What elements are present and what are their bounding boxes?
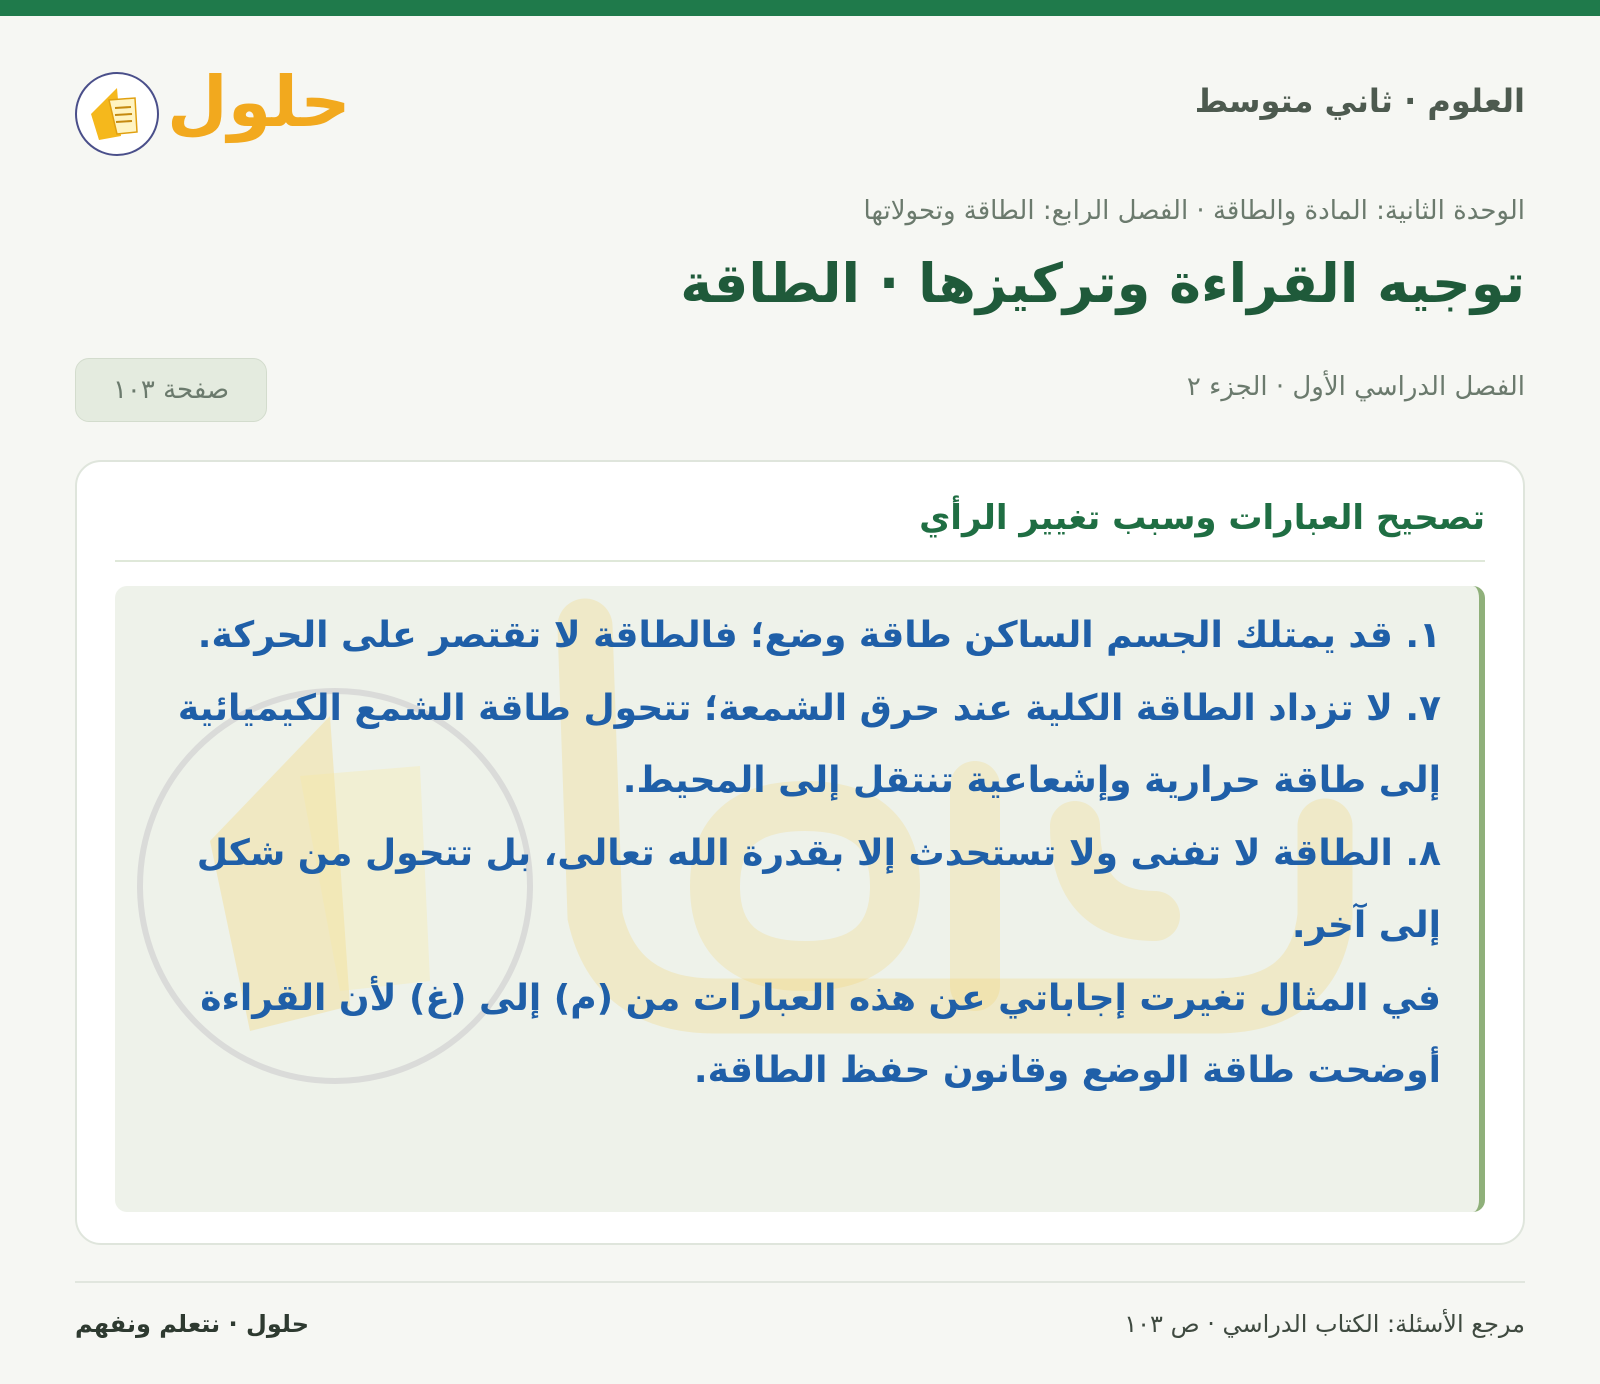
answer-box <box>115 586 1485 1212</box>
page-header <box>75 52 1525 162</box>
card-title: تصحيح العبارات وسبب تغيير الرأي <box>919 498 1485 538</box>
footer-reference: مرجع الأسئلة: الكتاب الدراسي · ص ١٠٣ <box>1124 1310 1525 1338</box>
answer-explanation: في المثال تغيرت إجاباتي عن هذه العبارات من (م) إلى (غ) لأن القراءة أوضحت طاقة الوضع وقانون حفظ الطاقة. <box>200 977 1441 1091</box>
subject-label: العلوم · ثاني متوسط <box>1194 82 1525 120</box>
answer-text <box>115 586 1479 1108</box>
answer-card <box>75 460 1525 1245</box>
breadcrumb: الوحدة الثانية: المادة والطاقة · الفصل الرابع: الطاقة وتحولاتها <box>863 196 1525 226</box>
top-accent-bar <box>0 0 1600 16</box>
logo-book-icon <box>75 72 159 156</box>
logo-wordmark: حلول <box>167 61 351 143</box>
page-title: توجيه القراءة وتركيزها · الطاقة <box>680 252 1525 315</box>
answer-item-7: ٧. لا تزداد الطاقة الكلية عند حرق الشمعة؛ تتحول طاقة الشمع الكيميائية إلى طاقة حرارية وإشعاعية تنتقل إلى المحيط. <box>177 687 1441 801</box>
site-logo[interactable] <box>75 52 351 162</box>
footer-divider <box>75 1281 1525 1283</box>
page-number-badge: صفحة ١٠٣ <box>75 358 267 422</box>
footer-brand: حلول · نتعلم ونفهم <box>75 1310 309 1338</box>
answer-item-1: ١. قد يمتلك الجسم الساكن طاقة وضع؛ فالطاقة لا تقتصر على الحركة. <box>197 615 1441 656</box>
answer-item-8: ٨. الطاقة لا تفنى ولا تستحدث إلا بقدرة الله تعالى، بل تتحول من شكل إلى آخر. <box>196 832 1441 946</box>
term-label: الفصل الدراسي الأول · الجزء ٢ <box>1186 372 1525 402</box>
card-divider <box>115 560 1485 562</box>
